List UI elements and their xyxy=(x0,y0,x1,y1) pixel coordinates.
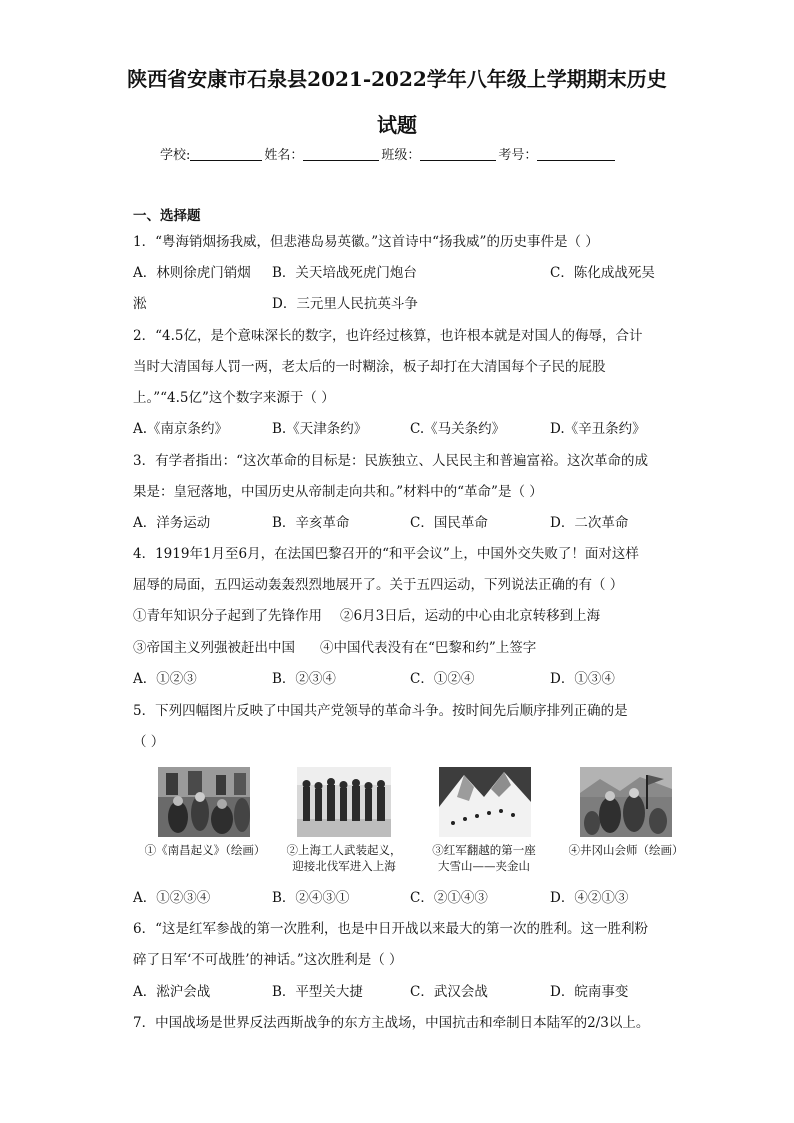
q6-option-c[interactable]: C．武汉会战 xyxy=(410,984,488,1000)
q6-option-d[interactable]: D．皖南事变 xyxy=(550,984,629,1000)
nanchang-uprising-picture xyxy=(158,767,250,837)
class-label: 班级： xyxy=(381,148,421,163)
q5-line2: （ ） xyxy=(133,734,165,750)
q3-option-d[interactable]: D．二次革命 xyxy=(550,515,629,531)
q1-option-c-continued: 淞 xyxy=(133,296,147,312)
jinggangshan-meeting-picture xyxy=(580,767,672,837)
exam-title-line1: 陕西省安康市石泉县2021-2022学年八年级上学期期末历史 xyxy=(127,67,667,91)
q5-option-c[interactable]: C．②①④③ xyxy=(410,890,488,906)
q6-line2: 碎了日军‘不可战胜’的神话。”这次胜利是（ ） xyxy=(133,952,403,968)
jiajin-mountain-picture xyxy=(439,767,531,837)
q4-statement-3: ③帝国主义列强被赶出中国 xyxy=(133,640,295,656)
q3-option-a[interactable]: A．洋务运动 xyxy=(133,515,211,531)
q4-statement-1: ①青年知识分子起到了先锋作用 xyxy=(133,608,322,624)
q6-line1: 6．“这是红军参战的第一次胜利，也是中日开战以来最大的第一次的胜利。这一胜利粉 xyxy=(133,921,648,937)
q2-line1: 2．“4.5亿，是个意味深长的数字，也许经过核算，也许根本就是对国人的侮辱，合计 xyxy=(133,328,643,344)
q4-option-a[interactable]: A．①②③ xyxy=(133,671,197,687)
q4-statement-4: ④中国代表没有在“巴黎和约”上签字 xyxy=(320,640,537,656)
picture-3-caption-line2: 大雪山——夹金山 xyxy=(438,859,530,873)
q3-line2: 果是：皇冠落地，中国历史从帝制走向共和。”材料中的“革命”是（ ） xyxy=(133,484,543,500)
q5-option-d[interactable]: D．④②①③ xyxy=(550,890,629,906)
q5-option-b[interactable]: B．②④③① xyxy=(272,890,350,906)
q6-option-b[interactable]: B．平型关大捷 xyxy=(272,984,363,1000)
picture-2-caption-line2: 迎接北伐军进入上海 xyxy=(292,859,396,873)
q2-option-c[interactable]: C.《马关条约》 xyxy=(410,421,506,437)
q1-option-d[interactable]: D．三元里人民抗英斗争 xyxy=(272,296,418,312)
q2-line3: 上。”“4.5亿”这个数字来源于（ ） xyxy=(133,390,335,406)
picture-1-caption: ①《南昌起义》（绘画） xyxy=(144,843,266,857)
q2-line2: 当时大清国每人罚一两，老太后的一时糊涂，板子却打在大清国每个子民的屁股 xyxy=(133,359,606,375)
q5-option-a[interactable]: A．①②③④ xyxy=(133,890,211,906)
picture-2-caption-line1: ②上海工人武装起义， xyxy=(286,843,402,857)
q4-line2: 屈辱的局面，五四运动轰轰烈烈地展开了。关于五四运动，下列说法正确的有（ ） xyxy=(133,577,624,593)
q6-option-a[interactable]: A．淞沪会战 xyxy=(133,984,211,1000)
student-info-row xyxy=(160,144,617,163)
q1-option-c[interactable]: C．陈化成战死吴 xyxy=(550,265,655,281)
q2-option-d[interactable]: D.《辛丑条约》 xyxy=(550,421,646,437)
picture-4-caption: ④井冈山会师（绘画） xyxy=(568,843,684,857)
number-blank[interactable] xyxy=(537,146,615,161)
number-label: 考号： xyxy=(498,148,538,163)
q1-option-b[interactable]: B．关天培战死虎门炮台 xyxy=(272,265,417,281)
picture-3-caption-line1: ③红军翻越的第一座 xyxy=(432,843,536,857)
q3-line1: 3．有学者指出：“这次革命的目标是：民族独立、人民民主和普遍富裕。这次革命的成 xyxy=(133,453,648,469)
q1-stem: 1．“粤海销烟扬我威，但悲港岛易英徽。”这首诗中“扬我威”的历史事件是（ ） xyxy=(133,234,599,250)
name-label: 姓名： xyxy=(264,148,304,163)
school-label: 学校: xyxy=(160,148,191,163)
q3-option-c[interactable]: C．国民革命 xyxy=(410,515,488,531)
q4-option-c[interactable]: C．①②④ xyxy=(410,671,475,687)
q3-option-b[interactable]: B．辛亥革命 xyxy=(272,515,350,531)
q4-line1: 4．1919年1月至6月，在法国巴黎召开的“和平会议”上，中国外交失败了！面对这样 xyxy=(133,546,639,562)
q4-option-b[interactable]: B．②③④ xyxy=(272,671,336,687)
q7-line1: 7．中国战场是世界反法西斯战争的东方主战场，中国抗击和牵制日本陆军的2/3以上。 xyxy=(133,1015,650,1031)
shanghai-workers-picture xyxy=(297,767,391,837)
q5-line1: 5．下列四幅图片反映了中国共产党领导的革命斗争。按时间先后顺序排列正确的是 xyxy=(133,703,628,719)
q2-option-b[interactable]: B.《天津条约》 xyxy=(272,421,368,437)
q4-statement-2: ②6月3日后，运动的中心由北京转移到上海 xyxy=(340,608,601,624)
school-blank[interactable] xyxy=(190,146,262,161)
class-blank[interactable] xyxy=(420,146,496,161)
exam-title-line2: 试题 xyxy=(377,113,417,137)
q2-option-a[interactable]: A.《南京条约》 xyxy=(133,421,229,437)
q1-option-a[interactable]: A．林则徐虎门销烟 xyxy=(133,265,251,281)
section-heading: 一、选择题 xyxy=(133,208,201,224)
q4-option-d[interactable]: D．①③④ xyxy=(550,671,615,687)
name-blank[interactable] xyxy=(303,146,379,161)
